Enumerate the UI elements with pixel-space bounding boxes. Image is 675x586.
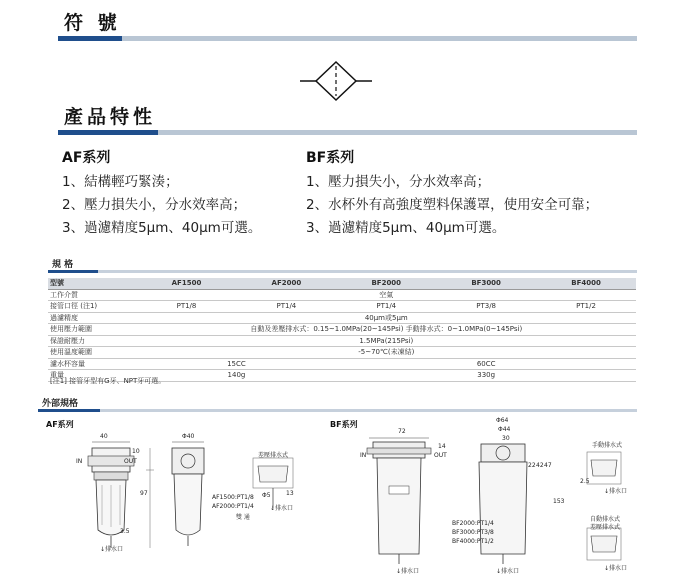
bf-feature-3: 3、過濾精度5μm、40μm可選。 [306,220,506,236]
bf-auto-drain-label: 自動排水式 [590,516,621,523]
bf-port-3: BF4000:PT1/2 [452,538,494,545]
af-port-2: AF2000:PT1/4 [212,503,254,510]
spec-footnote: [注1] 接管牙型有G牙、NPT牙可選。 [50,377,166,385]
table-row [48,347,636,359]
af-features-title: AF系列 [62,150,111,166]
bf-drain3-label: ↓排水口 [604,488,628,495]
spec-cell: 空氣 [137,289,636,301]
spec-row-label: 使用壓力範圍 [48,324,137,336]
spec-row-label: 工作介質 [48,289,137,301]
spec-model-bf3000: BF3000 [436,278,536,289]
spec-cell: 1.5MPa(215Psi) [137,335,636,347]
spec-table-header-row [48,278,636,289]
spec-cell: PT1/4 [236,301,336,313]
af-dim-97: 97 [140,490,148,497]
bf-features-title: BF系列 [306,150,355,166]
bf-dimension-drawing [345,430,635,580]
symbol-title-rule-accent [58,36,122,41]
spec-cell: PT3/8 [436,301,536,313]
af-drawing-title: AF系列 [46,420,74,429]
spec-model-label: 型號 [48,278,137,289]
bf-dim-14: 14 [438,443,446,450]
bf-drawing-title: BF系列 [330,420,358,429]
table-row [48,358,636,370]
af-dim-10: 10 [132,448,140,455]
symbol-section-title: 符 號 [64,12,121,34]
bf-dim-width: 72 [398,428,406,435]
bf-label-out: OUT [434,452,447,459]
af-drain2-label: ↓排水口 [270,505,294,512]
bf-port-2: BF3000:PT3/8 [452,529,494,536]
features-title-rule [158,130,637,135]
bf-drain4-label: ↓排水口 [604,565,628,572]
af-dim-phi5: Φ5 [262,492,271,499]
bf-feature-1: 1、壓力損失小，分水效率高； [306,174,491,190]
spec-cell: 自動及差壓排水式：0.15~1.0MPa(20~145Psi) 手動排水式：0~1.0MPa(0~145Psi) [137,324,636,336]
af-feature-2: 2、壓力損失小，分水效率高； [62,197,247,213]
bf-port-1: BF2000:PT1/4 [452,520,494,527]
spec-cell: PT1/2 [536,301,636,313]
bf-dim-phi64: Φ64 [496,417,509,424]
spec-cell: PT1/4 [336,301,436,313]
spec-cell: 15CC [137,358,337,370]
spec-table [48,278,636,382]
af-dim-3-5: 3.5 [120,528,130,535]
table-row [48,312,636,324]
spec-row-label: 濾水杯容量 [48,358,137,370]
filter-symbol-icon [300,60,372,102]
features-section-title: 產品特性 [64,106,157,128]
bf-dim-22: 22 [528,462,536,469]
spec-cell: 140g [137,370,337,382]
spec-row-label: 使用溫度範圍 [48,347,137,359]
table-row [48,301,636,313]
spec-title-rule [98,270,637,273]
spec-cell: -5~70℃(未凍結) [137,347,636,359]
table-row [48,289,636,301]
bf-dim-42: 42 [536,462,544,469]
spec-model-bf4000: BF4000 [536,278,636,289]
bf-drain2-label: ↓排水口 [496,568,520,575]
af-port-suffix: 雙 通 [236,514,250,521]
spec-cell: 330g [336,370,636,382]
bf-dim-2-5: 2.5 [580,478,590,485]
symbol-title-rule [122,36,637,41]
dims-title-rule-accent [38,409,100,412]
bf-manual-drain-label: 手動排水式 [592,442,623,449]
spec-cell: 60CC [336,358,636,370]
af-feature-1: 1、結構輕巧緊湊； [62,174,179,190]
af-feature-3: 3、過濾精度5μm、40μm可選。 [62,220,262,236]
spec-model-af1500: AF1500 [137,278,237,289]
spec-row-label: 過濾精度 [48,312,137,324]
spec-model-bf2000: BF2000 [336,278,436,289]
spec-section-title: 規 格 [52,260,74,270]
af-diff-drain-label: 差壓排水式 [258,452,289,459]
table-row [48,324,636,336]
af-dim-13: 13 [286,490,294,497]
table-row [48,335,636,347]
bf-label-in: IN [360,452,367,459]
bf-dim-153: 153 [553,498,565,505]
spec-row-label: 保證耐壓力 [48,335,137,347]
bf-drain-label: ↓排水口 [396,568,420,575]
af-port-1: AF1500:PT1/8 [212,494,254,501]
af-drain-label: ↓排水口 [100,546,124,553]
bf-dim-47: 47 [544,462,552,469]
spec-cell: 40μm或5μm [137,312,636,324]
bf-dim-30: 30 [502,435,510,442]
af-dim-width: 40 [100,433,108,440]
bf-diff-drain-label: 差壓排水式 [590,524,621,531]
bf-feature-2: 2、水杯外有高強度塑料保護罩，使用安全可靠； [306,197,599,213]
spec-row-label: 接管口徑 (注1) [48,301,137,313]
spec-title-rule-accent [48,270,98,273]
dims-section-title: 外部規格 [42,399,79,409]
features-title-rule-accent [58,130,158,135]
af-dim-diameter: Φ40 [182,433,195,440]
spec-cell: PT1/8 [137,301,237,313]
spec-model-af2000: AF2000 [236,278,336,289]
spec-row-label: 重量 [48,370,137,382]
dims-title-rule [100,409,637,412]
af-label-in: IN [76,458,83,465]
bf-dim-phi44: Φ44 [498,426,511,433]
af-label-out: OUT [124,458,137,465]
